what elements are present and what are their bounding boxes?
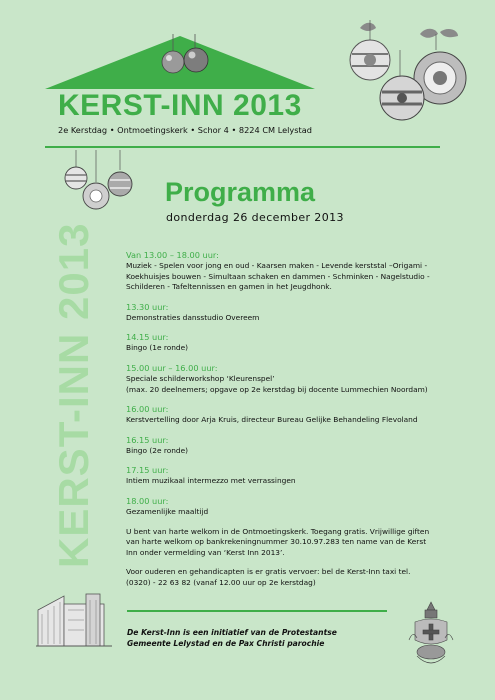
- program-item: [126, 332, 436, 354]
- item-time: Van 13.00 – 18.00 uur:: [126, 250, 219, 260]
- item-desc: Gezamenlijke maaltijd: [126, 506, 209, 516]
- divider-bottom: [127, 610, 387, 612]
- item-time: 16.15 uur:: [126, 434, 169, 445]
- item-desc: Intiem muzikaal intermezzo met verrassingen: [126, 476, 296, 486]
- item-time: 17.15 uur:: [126, 465, 169, 476]
- item-desc: Speciale schilderworkshop ‘Kleurenspel’: [126, 373, 275, 383]
- event-address: 2e Kerstdag • Ontmoetingskerk • Schor 4 • 8224 CM Lelystad: [58, 125, 312, 135]
- item-time: 15.00 uur – 16.00 uur:: [126, 362, 218, 373]
- divider-top: [45, 146, 440, 148]
- event-title: KERST-INN 2013: [58, 89, 302, 122]
- church-building-icon: [36, 590, 112, 648]
- program-item: [126, 496, 436, 518]
- item-desc: Kerstvertelling door Arja Kruis, directeur Bureau Gelijke Behandeling Flevoland: [126, 415, 418, 425]
- program-item: [126, 435, 436, 457]
- ornaments-top-right-icon: [340, 20, 470, 140]
- item-time: 14.15 uur:: [126, 332, 169, 343]
- item-desc-note: (max. 20 deelnemers; opgave op 2e kerstdag bij docente Lummechien Noordam): [126, 384, 428, 394]
- ornaments-left-icon: [62, 150, 142, 220]
- item-time: 16.00 uur:: [126, 404, 169, 415]
- item-desc: Demonstraties dansstudio Overeem: [126, 312, 260, 322]
- program-item: [126, 302, 436, 324]
- footer-line-2: Gemeente Lelystad en de Pax Christi parochie: [127, 639, 325, 648]
- welcome-text: U bent van harte welkom in de Ontmoetingskerk. Toegang gratis. Vrijwillige giften van harte welkom op bankrekeningnummer 30.10.97.283 ten name van de Kerst Inn onder vermelding van ‘Kerst Inn 2013’.: [126, 526, 430, 557]
- program-item: [126, 465, 436, 487]
- program-item: [126, 404, 436, 426]
- footer-note: [127, 627, 407, 649]
- item-time: 13.30 uur:: [126, 301, 169, 312]
- program-item: [126, 250, 436, 293]
- crest-icon: [405, 600, 457, 670]
- program-title: Programma: [165, 177, 316, 207]
- program-date: donderdag 26 december 2013: [166, 211, 344, 224]
- item-desc: Bingo (2e ronde): [126, 445, 189, 455]
- vertical-title: KERST-INN 2013: [50, 222, 97, 568]
- item-desc: Muziek - Spelen voor jong en oud - Kaarsen maken - Levende kerststal –Origami - Koekhuisjes bouwen - Simultaan schaken en dammen - Schminken - Nagelstudio - Schilderen - Tafeltennissen en gamen in het Jeugdhonk.: [126, 261, 430, 292]
- roof-icon: [45, 34, 315, 90]
- program-list: [126, 250, 436, 598]
- item-time: 18.00 uur:: [126, 495, 169, 506]
- transport-text: Voor ouderen en gehandicapten is er gratis vervoer: bel de Kerst-Inn taxi tel. (0320) - 22 63 82 (vanaf 12.00 uur op 2e kerstdag): [126, 567, 411, 587]
- item-desc: Bingo (1e ronde): [126, 343, 189, 353]
- footer-line-1: De Kerst-Inn is een initiatief van de Protestantse: [127, 628, 337, 637]
- program-item: [126, 363, 436, 395]
